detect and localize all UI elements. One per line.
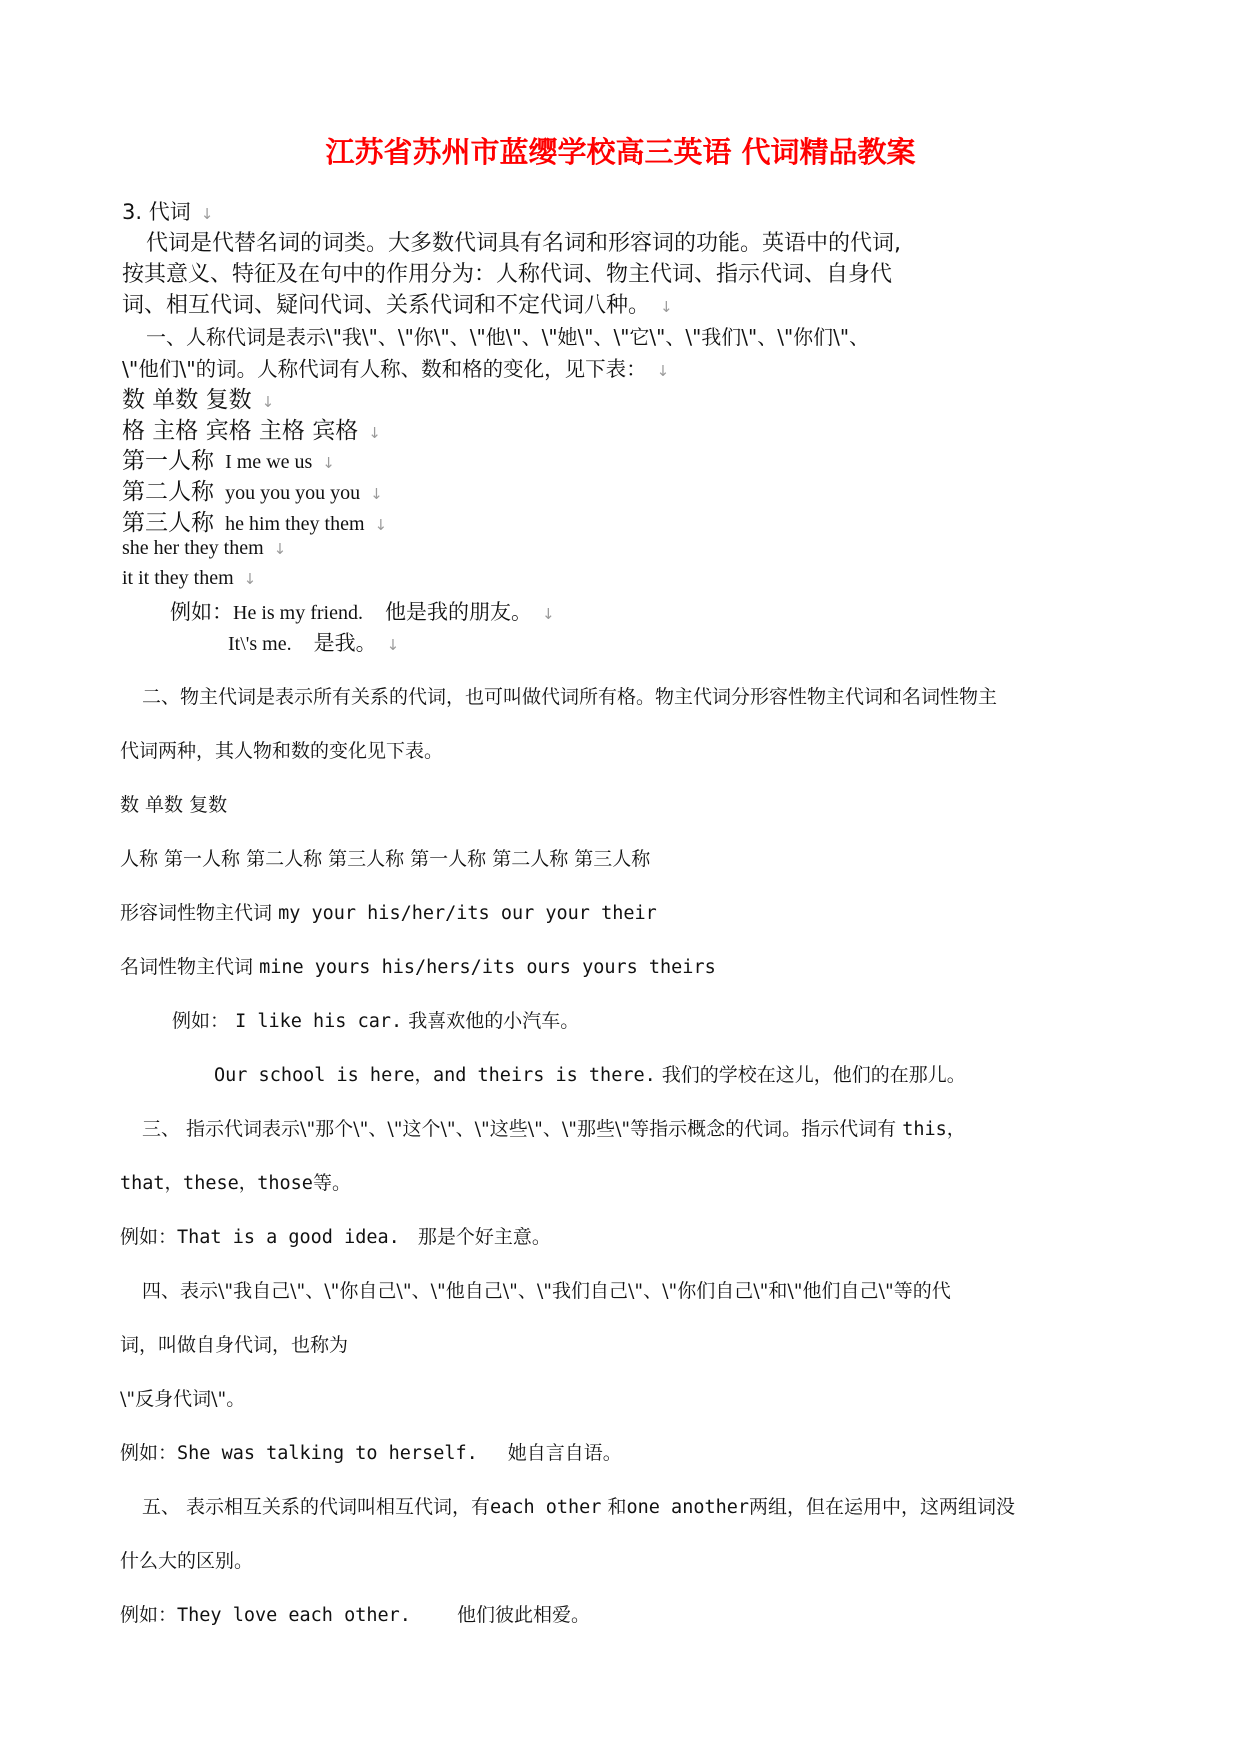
example-line: 例如：That is a good idea. 那是个好主意。 — [120, 1226, 551, 1248]
table-row: she her they them ↓ — [122, 537, 287, 559]
paragraph-mark-icon: ↓ — [200, 205, 214, 223]
paragraph-mark-icon: ↓ — [243, 570, 257, 588]
reflexive-line-3: \"反身代词\"。 — [120, 1388, 246, 1410]
paragraph-mark-icon: ↓ — [386, 636, 400, 654]
section-heading: 3. 代词 ↓ — [122, 200, 214, 224]
reflexive-line-2: 词，叫做自身代词，也称为 — [120, 1334, 349, 1356]
personal-intro-line-2: \"他们\"的词。人称代词有人称、数和格的变化，见下表： ↓ — [122, 357, 670, 381]
row-label: 第二人称 — [122, 479, 214, 505]
demonstrative-line-1: 三、 指示代词表示\"那个\"、\"这个\"、\"这些\"、\"那些\"等指示概念的代词。指示代词有 this， — [142, 1118, 966, 1140]
possessive-table-header-person: 人称 第一人称 第二人称 第三人称 第一人称 第二人称 第三人称 — [120, 848, 651, 870]
paragraph-mark-icon: ↓ — [541, 605, 555, 623]
row-forms: you you you you — [225, 482, 361, 504]
intro-line-1: 代词是代替名词的词类。大多数代词具有名词和形容词的功能。英语中的代词, — [146, 231, 901, 256]
paragraph-mark-icon: ↓ — [656, 362, 670, 380]
possessive-row-noun: 名词性物主代词 mine yours his/hers/its ours yours theirs — [120, 956, 716, 978]
possessive-intro-line-2: 代词两种，其人物和数的变化见下表。 — [120, 740, 444, 762]
paragraph-mark-icon: ↓ — [368, 424, 381, 442]
table-header-number: 数 单数 复数 ↓ — [122, 387, 275, 413]
example-line: It\'s me. 是我。 ↓ — [228, 631, 400, 655]
paragraph-mark-icon: ↓ — [261, 393, 275, 411]
reciprocal-line-1: 五、 表示相互关系的代词叫相互代词，有each other 和one another两组，但在运用中，这两组词没 — [142, 1496, 1016, 1518]
demonstrative-line-2: that，these，those等。 — [120, 1172, 351, 1194]
intro-line-3: 词、相互代词、疑问代词、关系代词和不定代词八种。 ↓ — [122, 293, 673, 318]
table-header-case: 格 主格 宾格 主格 宾格 ↓ — [122, 418, 381, 444]
table-row: it it they them ↓ — [122, 567, 257, 589]
row-label: 第一人称 — [122, 448, 214, 474]
row-forms: he him they them — [225, 513, 365, 535]
paragraph-mark-icon: ↓ — [322, 454, 335, 472]
reflexive-line-1: 四、表示\"我自己\"、\"你自己\"、\"他自己\"、\"我们自己\"、\"你们自己\"和\"他们自己\"等的代 — [142, 1280, 951, 1302]
example-line: 例如：They love each other. 他们彼此相爱。 — [120, 1604, 590, 1626]
paragraph-mark-icon: ↓ — [273, 540, 287, 558]
personal-intro-line-1: 一、人称代词是表示\"我\"、\"你\"、\"他\"、\"她\"、\"它\"、\"我们\"、\"你们\"、 — [146, 325, 870, 349]
example-line: 例如：He is my friend. 他是我的朋友。 ↓ — [170, 600, 555, 624]
paragraph-mark-icon: ↓ — [374, 516, 388, 534]
possessive-row-adjective: 形容词性物主代词 my your his/her/its our your their — [120, 902, 657, 924]
row-label: 第三人称 — [122, 510, 214, 536]
row-forms: I me we us — [225, 451, 313, 473]
document-title: 江苏省苏州市蓝缨学校高三英语 代词精品教案 — [325, 135, 916, 169]
paragraph-mark-icon: ↓ — [660, 298, 673, 316]
possessive-intro-line-1: 二、物主代词是表示所有关系的代词，也可叫做代词所有格。物主代词分形容性物主代词和名词性物主 — [142, 686, 998, 708]
possessive-table-header-number: 数 单数 复数 — [120, 794, 228, 816]
reciprocal-line-2: 什么大的区别。 — [120, 1550, 254, 1572]
example-line: Our school is here，and theirs is there. 我们的学校在这儿，他们的在那儿。 — [214, 1064, 966, 1086]
intro-line-2: 按其意义、特征及在句中的作用分为：人称代词、物主代词、指示代词、自身代 — [122, 262, 893, 287]
example-line: 例如：She was talking to herself. 她自言自语。 — [120, 1442, 622, 1464]
example-line: 例如： I like his car. 我喜欢他的小汽车。 — [172, 1010, 580, 1032]
paragraph-mark-icon: ↓ — [370, 485, 383, 503]
